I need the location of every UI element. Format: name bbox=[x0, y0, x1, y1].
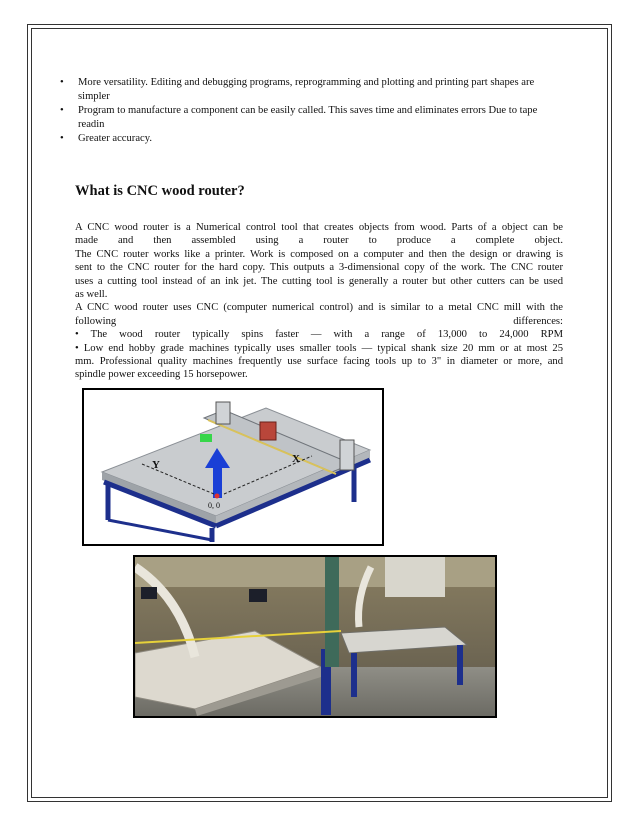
text-line: A CNC wood router uses CNC (computer numerical control) and is similar to a metal CNC mill with the bbox=[75, 302, 563, 314]
z-arrow-shaft bbox=[213, 466, 222, 498]
monitor bbox=[249, 589, 267, 602]
text-line: spindle power exceeding 15 horsepower. bbox=[75, 369, 248, 381]
text-line: The CNC router works like a printer. Work is composed on a computer and then the design or drawing is bbox=[75, 248, 563, 260]
support-column bbox=[325, 557, 339, 667]
frame-brace bbox=[108, 520, 212, 540]
text-line: sent to the CNC router for the hard copy. This outputs a 3-dimensional copy of the work. The CNC router bbox=[75, 262, 563, 274]
workshop-photo-svg bbox=[135, 557, 495, 716]
y-axis-label: Y bbox=[152, 459, 160, 471]
list-item: • Greater accuracy. bbox=[60, 133, 152, 145]
advantages-list bbox=[60, 76, 565, 147]
bullet-icon: • bbox=[60, 133, 64, 145]
x-axis-label: X bbox=[292, 453, 300, 465]
text-line: A CNC wood router is a Numerical control tool that creates objects from wood. Parts of a object can be bbox=[75, 222, 563, 233]
body-text bbox=[75, 221, 563, 382]
origin-label: 0, 0 bbox=[208, 501, 220, 510]
window-light bbox=[385, 557, 445, 597]
list-item: • More versatility. Editing and debugging programs, reprogramming and plotting and printing part shapes are simpler bbox=[60, 77, 535, 102]
list-item: • Program to manufacture a component can be easily called. This saves time and eliminates errors Due to tape readin bbox=[60, 105, 538, 130]
text-line: uses a cutting tool instead of an ink jet. The cutting tool is generally a router but other cutters can be used bbox=[75, 275, 563, 287]
origin-point bbox=[215, 494, 220, 499]
green-marker bbox=[200, 434, 212, 442]
bullet-icon: • bbox=[60, 105, 64, 117]
monitor bbox=[141, 587, 157, 599]
spindle-head bbox=[260, 422, 276, 440]
text-line: made and then assembled using a router to produce a complete object. bbox=[75, 235, 563, 247]
gantry-column bbox=[216, 402, 230, 424]
cnc-router-diagram bbox=[82, 388, 384, 546]
text-line: as well. bbox=[75, 289, 108, 301]
table-frame-post bbox=[351, 653, 357, 697]
text-line: mm. Professional quality machines frequently use surface facing tools up to 3" in diameter or more, and bbox=[75, 356, 563, 368]
table-frame-post bbox=[457, 645, 463, 685]
bullet-icon: • bbox=[60, 77, 64, 88]
workshop-photo bbox=[133, 555, 497, 718]
section-heading: What is CNC wood router? bbox=[75, 183, 245, 199]
cnc-diagram-svg bbox=[84, 390, 382, 544]
gantry-column bbox=[340, 440, 354, 470]
text-line: • Low end hobby grade machines typically uses smaller tools — typical shank size 20 mm or at most 25 bbox=[75, 342, 563, 354]
text-line: following differences: bbox=[75, 315, 563, 327]
text-line: • The wood router typically spins faster — with a range of 13,000 to 24,000 RPM bbox=[75, 329, 563, 341]
